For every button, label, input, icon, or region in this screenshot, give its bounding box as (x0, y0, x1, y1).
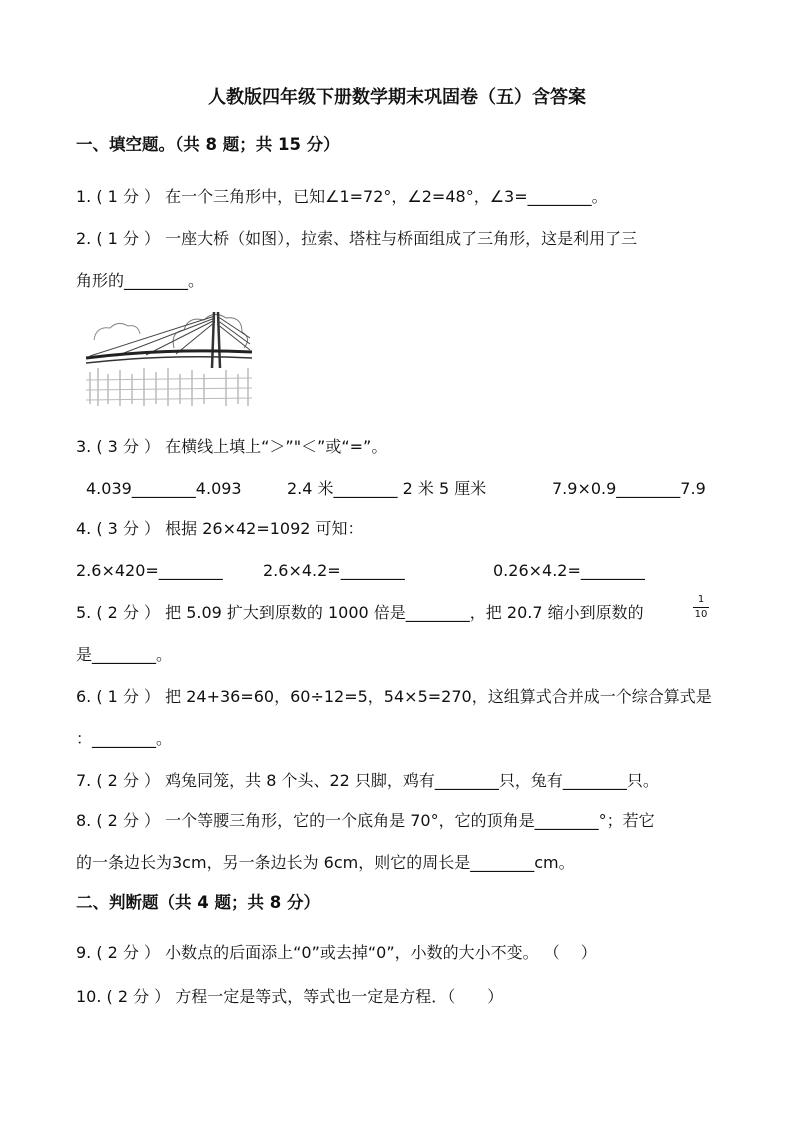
question-4-item-3: 0.26×4.2=________ (493, 561, 645, 580)
question-4-item-1: 2.6×420=________ (76, 561, 223, 580)
question-8-line-2: 的一条边长为3cm，另一条边长为 6cm，则它的周长是________cm。 (76, 853, 575, 872)
fraction-numerator: 1 (697, 594, 705, 605)
question-9: 9. ( 2 分 ） 小数点的后面添上“0”或去掉“0”，小数的大小不变。 （ ） (76, 943, 597, 962)
question-8-line-1: 8. ( 2 分 ） 一个等腰三角形，它的一个底角是 70°，它的顶角是________°；若它 (76, 811, 655, 830)
question-7: 7. ( 2 分 ） 鸡兔同笼，共 8 个头、22 只脚，鸡有________只，兔有________只。 (76, 771, 659, 790)
question-3-item-2: 2.4 米________ 2 米 5 厘米 (287, 479, 487, 498)
question-3-item-1: 4.039________4.093 (86, 479, 242, 498)
fraction-bar (693, 607, 709, 608)
question-6-line-1: 6. ( 1 分 ） 把 24+36=60，60÷12=5，54×5=270，这组算式合并成一个综合算式是 (76, 687, 712, 706)
fraction-one-tenth (692, 594, 710, 621)
question-2-line-2: 角形的________。 (76, 271, 205, 290)
section-heading-fill-blank: 一、填空题。（共 8 题；共 15 分） (76, 135, 340, 154)
fraction-denominator: 10 (694, 609, 708, 620)
question-4-item-2: 2.6×4.2=________ (263, 561, 405, 580)
question-1: 1. ( 1 分 ） 在一个三角形中，已知∠1=72°，∠2=48°，∠3=________。 (76, 187, 608, 206)
question-5-line-1: 5. ( 2 分 ） 把 5.09 扩大到原数的 1000 倍是________，把 20.7 缩小到原数的 (76, 603, 644, 622)
question-2-line-1: 2. ( 1 分 ） 一座大桥（如图），拉索、塔柱与桥面组成了三角形，这是利用了三 (76, 229, 638, 248)
question-10: 10. ( 2 分 ） 方程一定是等式，等式也一定是方程．（ ） (76, 987, 504, 1006)
question-3: 3. ( 3 分 ） 在横线上填上“＞”"＜”或“=”。 (76, 437, 388, 456)
question-6-line-2: ：________。 (76, 729, 173, 748)
question-3-item-3: 7.9×0.9________7.9 (552, 479, 706, 498)
question-5-line-2: 是________。 (76, 645, 173, 664)
bridge-illustration (86, 308, 252, 408)
question-4: 4. ( 3 分 ） 根据 26×42=1092 可知： (76, 519, 364, 538)
section-heading-judgment: 二、判断题（共 4 题；共 8 分） (76, 893, 320, 912)
page-title: 人教版四年级下册数学期末巩固卷（五）含答案 (208, 87, 586, 108)
